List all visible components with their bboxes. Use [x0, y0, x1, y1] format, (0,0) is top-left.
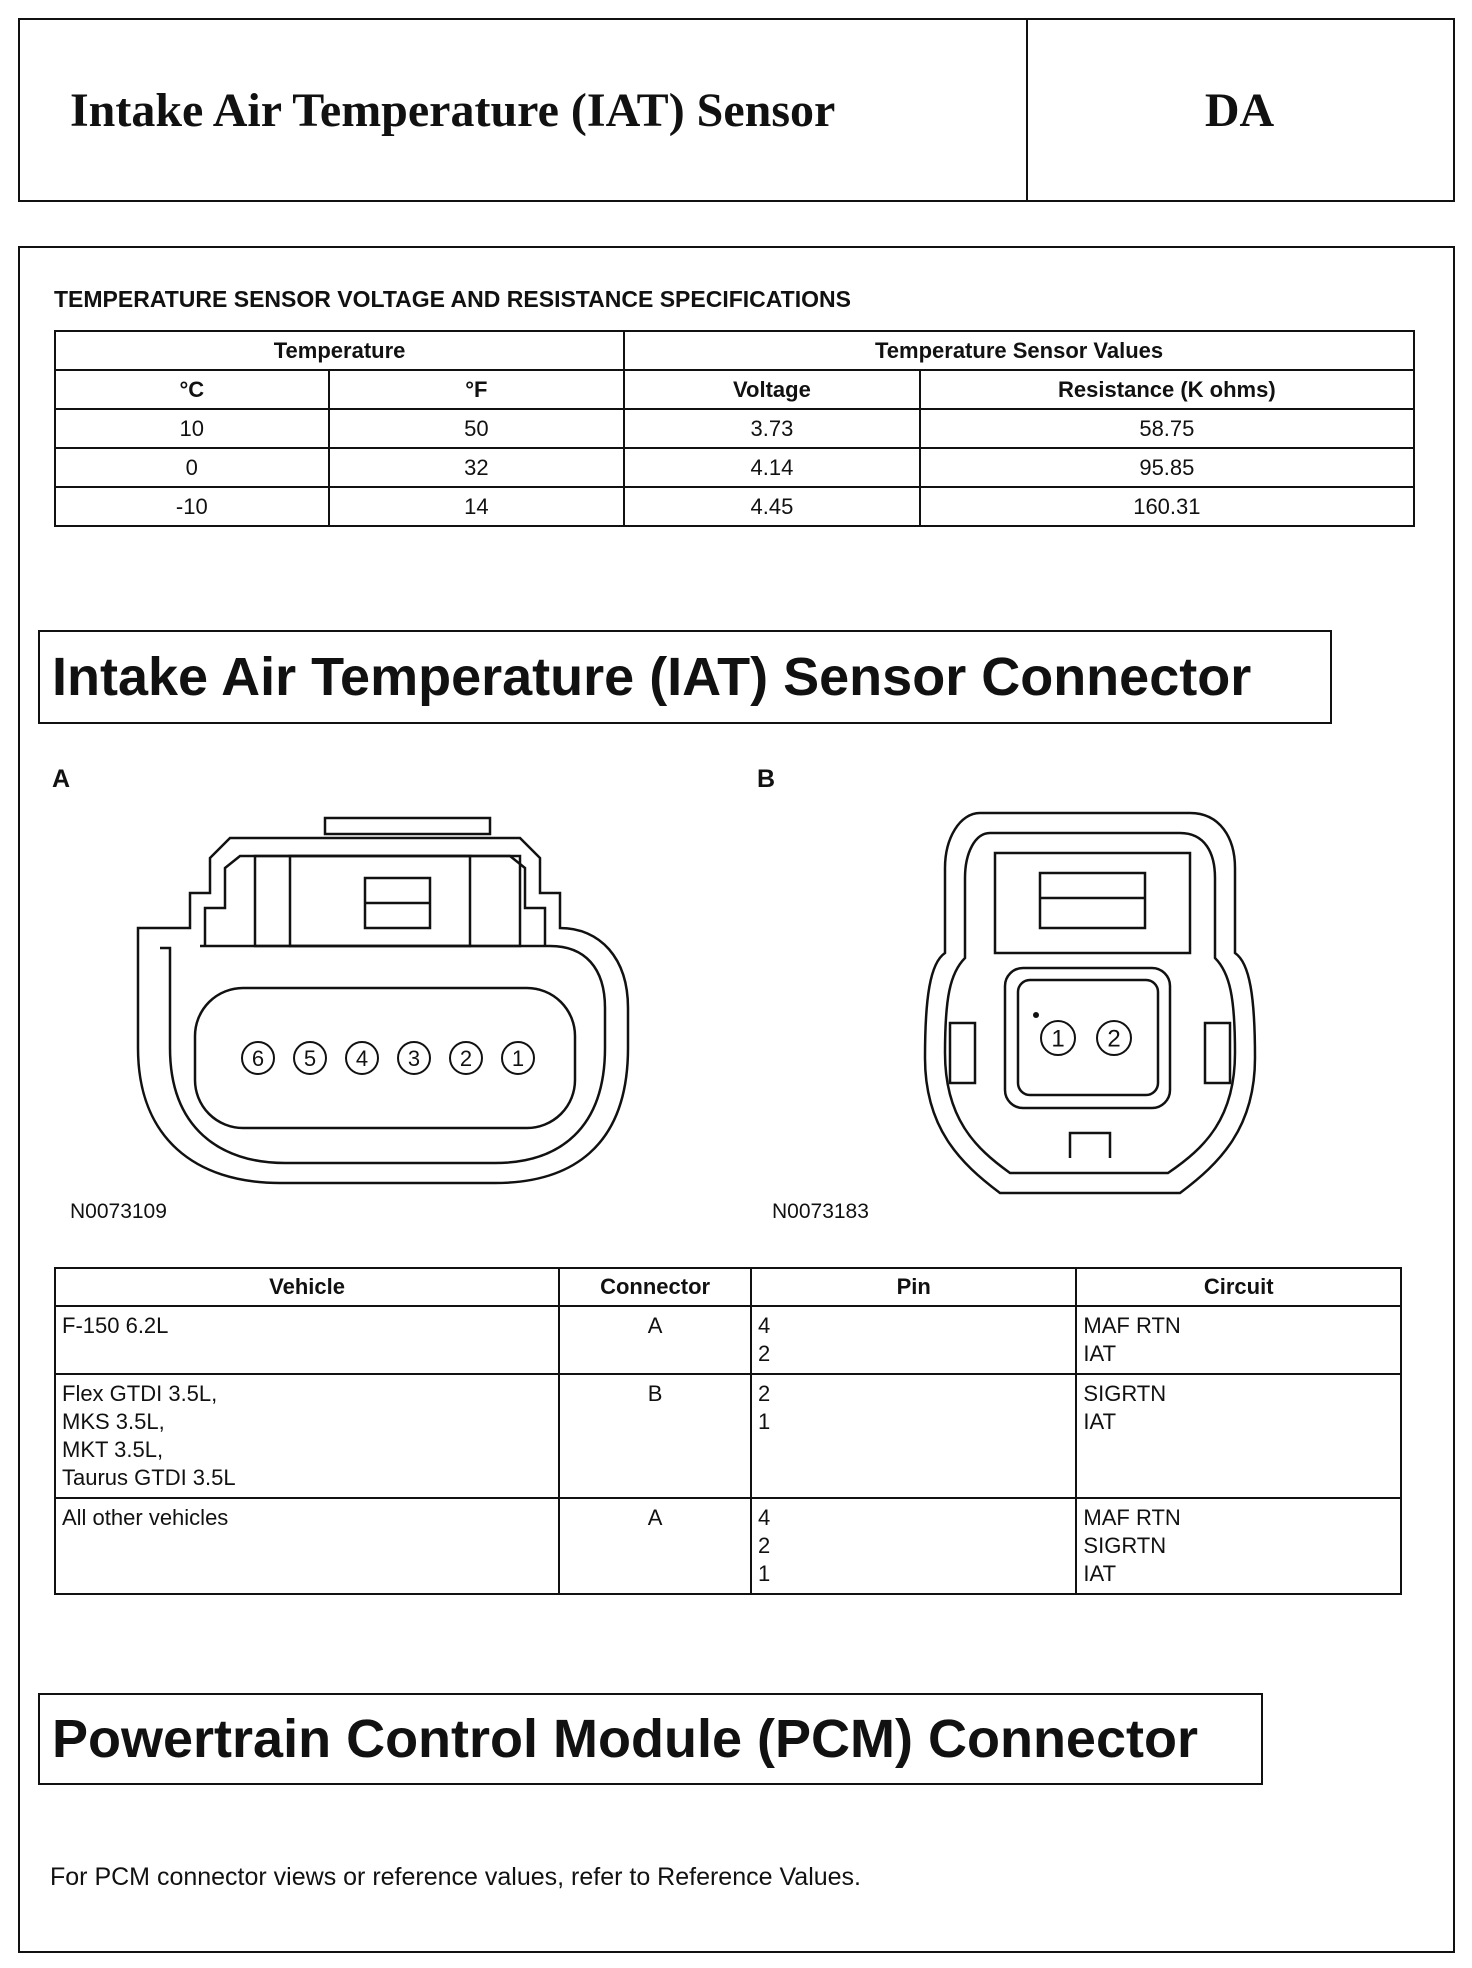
main-content [18, 246, 1455, 1953]
pin-label: 2 [459, 1045, 473, 1071]
connector-a-lock-inner [290, 856, 470, 946]
vehicle-col-vehicle: Vehicle [55, 1268, 559, 1306]
connector-a-lock-outer [255, 856, 520, 946]
spec-column-header-row [55, 370, 1414, 409]
vehicle-name: MKT 3.5L, [62, 1437, 164, 1462]
circuit-cell [1076, 1374, 1401, 1498]
connector-cell: A [559, 1498, 751, 1594]
vehicle-table-row [55, 1306, 1401, 1374]
pin-label: 1 [1051, 1025, 1065, 1053]
spec-cell-voltage: 3.73 [624, 409, 920, 448]
pin-label: 1 [511, 1045, 525, 1071]
connector-a-pins [242, 1042, 534, 1074]
spec-table [54, 330, 1415, 527]
vehicle-connector-table [54, 1267, 1402, 1595]
pcm-section-title: Powertrain Control Module (PCM) Connector [38, 1693, 1263, 1785]
pin-label: 6 [251, 1045, 265, 1071]
spec-cell-voltage: 4.14 [624, 448, 920, 487]
pin-number: 2 [758, 1533, 771, 1558]
circuit-name: IAT [1083, 1409, 1117, 1434]
spec-cell-voltage: 4.45 [624, 487, 920, 526]
circuit-name: IAT [1083, 1341, 1117, 1366]
connector-b-pin-one-marker [1033, 1012, 1039, 1018]
spec-col-fahrenheit: °F [329, 370, 625, 409]
circuit-name: IAT [1083, 1561, 1117, 1586]
vehicle-col-circuit: Circuit [1076, 1268, 1401, 1306]
vehicle-col-pin: Pin [751, 1268, 1076, 1306]
pin-number: 1 [758, 1409, 771, 1434]
spec-cell-resistance: 58.75 [920, 409, 1414, 448]
spec-cell-f: 32 [329, 448, 625, 487]
circuit-name: SIGRTN [1083, 1533, 1167, 1558]
vehicle-cell [55, 1374, 559, 1498]
vehicle-cell [55, 1306, 559, 1374]
pin-cell [751, 1374, 1076, 1498]
connector-a-housing [138, 838, 628, 1183]
pin-cell [751, 1306, 1076, 1374]
spec-col-resistance: Resistance (K ohms) [920, 370, 1414, 409]
spec-row [55, 409, 1414, 448]
circuit-cell [1076, 1498, 1401, 1594]
connector-b-pins [1041, 1021, 1131, 1055]
connector-b-figure-id: N0073183 [772, 1200, 869, 1223]
connector-b-lock-outer [995, 853, 1190, 953]
vehicle-name: Taurus GTDI 3.5L [62, 1465, 236, 1490]
vehicle-cell [55, 1498, 559, 1594]
pin-label: 2 [1107, 1025, 1121, 1053]
connector-cell: B [559, 1374, 751, 1498]
pin-number: 2 [758, 1341, 771, 1366]
pin-number: 1 [758, 1561, 771, 1586]
spec-group-temperature: Temperature [55, 331, 624, 370]
section-code: DA [1204, 83, 1275, 137]
vehicle-table-row [55, 1498, 1401, 1594]
spec-cell-c: -10 [55, 487, 329, 526]
connector-b-label: B [757, 765, 776, 793]
spec-cell-resistance: 160.31 [920, 487, 1414, 526]
circuit-name: MAF RTN [1083, 1313, 1181, 1338]
connector-a-label: A [52, 765, 71, 793]
spec-row [55, 448, 1414, 487]
spec-group-header-row [55, 331, 1414, 370]
connector-b-inner-outline [945, 833, 1235, 1173]
spec-col-voltage: Voltage [624, 370, 920, 409]
spec-cell-c: 10 [55, 409, 329, 448]
spec-row [55, 487, 1414, 526]
connector-a-diagram [130, 808, 650, 1208]
vehicle-table-row [55, 1374, 1401, 1498]
vehicle-name: F-150 6.2L [62, 1313, 169, 1338]
circuit-name: SIGRTN [1083, 1381, 1167, 1406]
pin-number: 2 [758, 1381, 771, 1406]
spec-group-values: Temperature Sensor Values [624, 331, 1414, 370]
spec-cell-f: 14 [329, 487, 625, 526]
connector-b-diagram [910, 798, 1270, 1218]
connector-b-housing [925, 813, 1255, 1193]
connector-cell: A [559, 1306, 751, 1374]
connector-a-inner-outline [160, 946, 605, 1163]
spec-col-celsius: °C [55, 370, 329, 409]
pin-cell [751, 1498, 1076, 1594]
circuit-name: MAF RTN [1083, 1505, 1181, 1530]
connector-b-left-tab [950, 1023, 975, 1083]
spec-cell-f: 50 [329, 409, 625, 448]
vehicle-name: All other vehicles [62, 1505, 229, 1530]
connector-b-right-tab [1205, 1023, 1230, 1083]
vehicle-name: MKS 3.5L, [62, 1409, 165, 1434]
spec-cell-resistance: 95.85 [920, 448, 1414, 487]
pin-label: 5 [303, 1045, 317, 1071]
page-title: Intake Air Temperature (IAT) Sensor [70, 83, 836, 137]
connector-b-key [1070, 1133, 1110, 1158]
connector-b-pin-cavity [1018, 980, 1158, 1095]
pin-label: 3 [407, 1045, 421, 1071]
pcm-reference-text: For PCM connector views or reference values, refer to Reference Values. [50, 1863, 861, 1891]
circuit-cell [1076, 1306, 1401, 1374]
connector-a-figure-id: N0073109 [70, 1200, 167, 1223]
connector-a-latch-tab [325, 818, 490, 834]
connector-b-lock-inner [1040, 873, 1145, 928]
connector-section-title: Intake Air Temperature (IAT) Sensor Connector [38, 630, 1332, 724]
connector-b-pin-frame [1005, 968, 1170, 1108]
spec-table-title: TEMPERATURE SENSOR VOLTAGE AND RESISTANCE SPECIFICATIONS [54, 286, 851, 312]
header-box [18, 18, 1455, 202]
pin-number: 4 [758, 1313, 771, 1338]
pin-label: 4 [355, 1045, 369, 1071]
spec-cell-c: 0 [55, 448, 329, 487]
vehicle-col-connector: Connector [559, 1268, 751, 1306]
vehicle-table-header-row [55, 1268, 1401, 1306]
pin-number: 4 [758, 1505, 771, 1530]
vehicle-name: Flex GTDI 3.5L, [62, 1381, 218, 1406]
